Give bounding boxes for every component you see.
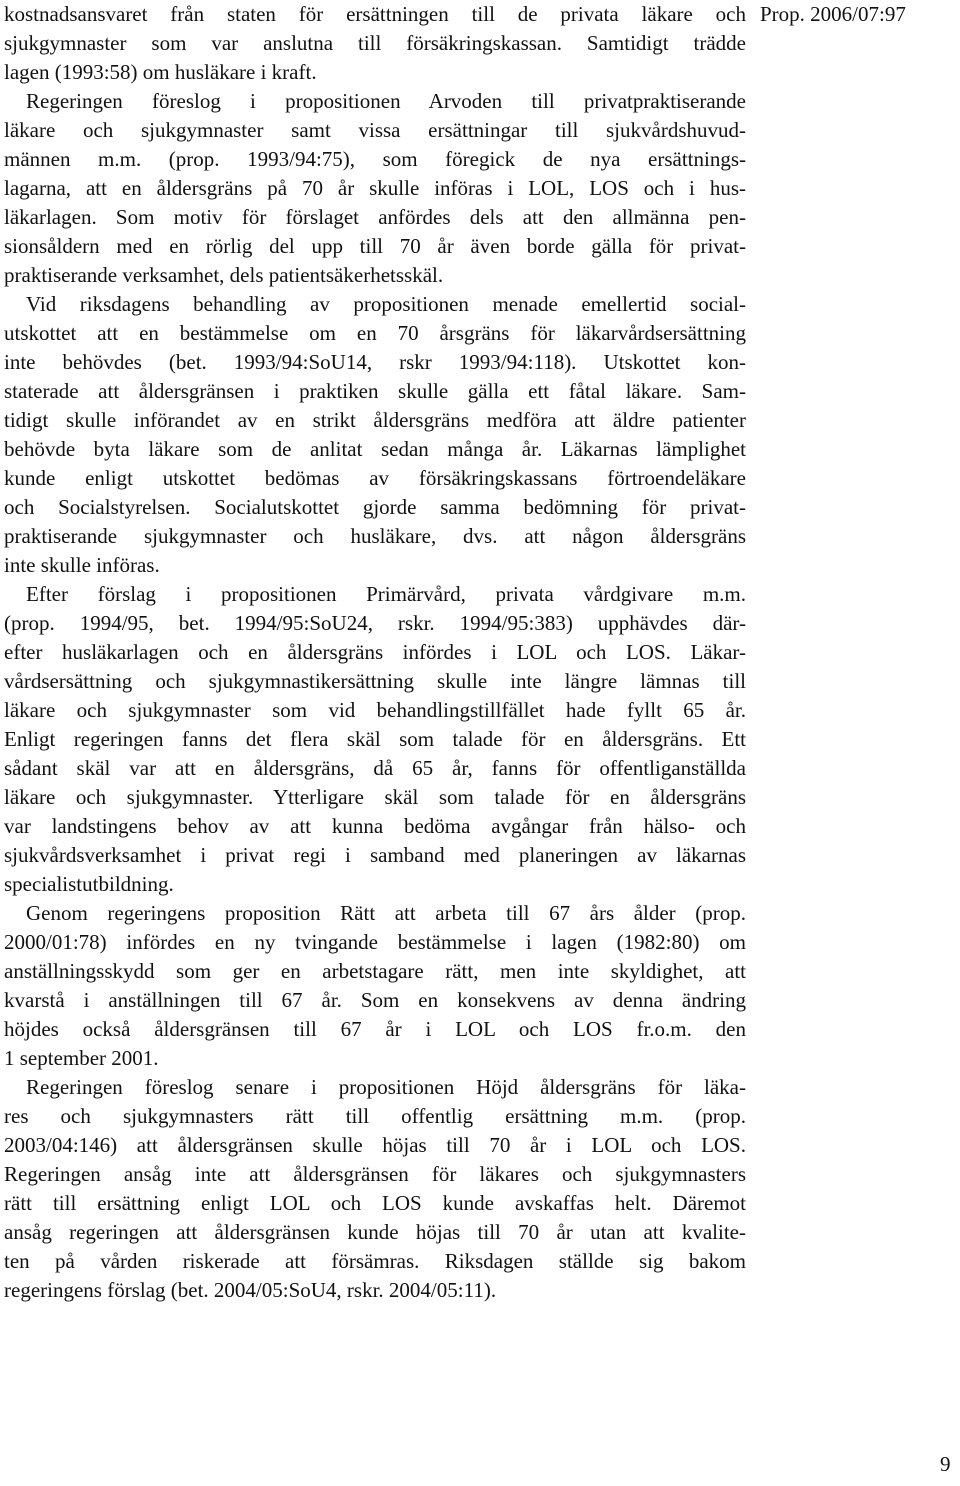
- text-line: praktiserande sjukgymnaster och husläkare, dvs. att någon åldersgräns: [4, 524, 746, 548]
- text-line: Genom regeringens proposition Rätt att arbeta till 67 års ålder (prop.: [26, 901, 746, 925]
- text-line: läkare och sjukgymnaster samt vissa ersättningar till sjukvårdshuvud-: [4, 118, 746, 142]
- text-line: sjukgymnaster som var anslutna till försäkringskassan. Samtidigt trädde: [4, 31, 746, 55]
- text-line: 2000/01:78) infördes en ny tvingande bestämmelse i lagen (1982:80) om: [4, 930, 746, 954]
- page-number: 9: [940, 1452, 951, 1476]
- text-line: utskottet att en bestämmelse om en 70 årsgräns för läkarvårdsersättning: [4, 321, 746, 345]
- text-line: männen m.m. (prop. 1993/94:75), som föregick de nya ersättnings-: [4, 147, 746, 171]
- text-line: lagen (1993:58) om husläkare i kraft.: [4, 60, 317, 84]
- text-line: läkare och sjukgymnaster som vid behandlingstillfället hade fyllt 65 år.: [4, 698, 746, 722]
- paragraph: [4, 290, 746, 580]
- paragraph: [4, 1073, 746, 1305]
- paragraph: [4, 899, 746, 1073]
- text-line: 2003/04:146) att åldersgränsen skulle höjas till 70 år i LOL och LOS.: [4, 1133, 746, 1157]
- text-line: (prop. 1994/95, bet. 1994/95:SoU24, rskr. 1994/95:383) upphävdes där-: [4, 611, 746, 635]
- text-line: sådant skäl var att en åldersgräns, då 65 år, fanns för offentliganställda: [4, 756, 746, 780]
- text-line: behövde byta läkare som de anlitat sedan många år. Läkarnas lämplighet: [4, 437, 746, 461]
- paragraph: [4, 0, 746, 87]
- text-line: staterade att åldersgränsen i praktiken skulle gälla ett fåtal läkare. Sam-: [4, 379, 746, 403]
- document-body: [4, 0, 746, 1305]
- text-line: kvarstå i anställningen till 67 år. Som en konsekvens av denna ändring: [4, 988, 746, 1012]
- text-line: Regeringen ansåg inte att åldersgränsen för läkares och sjukgymnasters: [4, 1162, 746, 1186]
- text-line: specialistutbildning.: [4, 872, 174, 896]
- text-line: ten på vården riskerade att försämras. Riksdagen ställde sig bakom: [4, 1249, 746, 1273]
- text-line: Efter förslag i propositionen Primärvård, privata vårdgivare m.m.: [26, 582, 746, 606]
- text-line: res och sjukgymnasters rätt till offentlig ersättning m.m. (prop.: [4, 1104, 746, 1128]
- paragraph: [4, 87, 746, 290]
- text-line: sionsåldern med en rörlig del upp till 70 år även borde gälla för privat-: [4, 234, 746, 258]
- text-line: höjdes också åldersgränsen till 67 år i LOL och LOS fr.o.m. den: [4, 1017, 746, 1041]
- text-line: efter husläkarlagen och en åldersgräns infördes i LOL och LOS. Läkar-: [4, 640, 746, 664]
- text-line: var landstingens behov av att kunna bedöma avgångar från hälso- och: [4, 814, 746, 838]
- text-line: läkarlagen. Som motiv för förslaget anfördes dels att den allmänna pen-: [4, 205, 746, 229]
- text-line: sjukvårdsverksamhet i privat regi i samband med planeringen av läkarnas: [4, 843, 746, 867]
- text-line: Vid riksdagens behandling av propositionen menade emellertid social-: [26, 292, 746, 316]
- text-line: lagarna, att en åldersgräns på 70 år skulle införas i LOL, LOS och i hus-: [4, 176, 746, 200]
- text-line: ansåg regeringen att åldersgränsen kunde höjas till 70 år utan att kvalite-: [4, 1220, 746, 1244]
- running-header-reference: Prop. 2006/07:97: [760, 2, 906, 26]
- text-line: rätt till ersättning enligt LOL och LOS kunde avskaffas helt. Däremot: [4, 1191, 746, 1215]
- text-line: tidigt skulle införandet av en strikt åldersgräns medföra att äldre patienter: [4, 408, 746, 432]
- text-line: läkare och sjukgymnaster. Ytterligare skäl som talade för en åldersgräns: [4, 785, 746, 809]
- text-line: inte behövdes (bet. 1993/94:SoU14, rskr 1993/94:118). Utskottet kon-: [4, 350, 746, 374]
- text-line: och Socialstyrelsen. Socialutskottet gjorde samma bedömning för privat-: [4, 495, 746, 519]
- text-line: kunde enligt utskottet bedömas av försäkringskassans förtroendeläkare: [4, 466, 746, 490]
- text-line: kostnadsansvaret från staten för ersättningen till de privata läkare och: [4, 2, 746, 26]
- paragraph: [4, 580, 746, 899]
- text-line: Enligt regeringen fanns det flera skäl som talade för en åldersgräns. Ett: [4, 727, 746, 751]
- text-line: praktiserande verksamhet, dels patientsäkerhetsskäl.: [4, 263, 444, 287]
- text-line: regeringens förslag (bet. 2004/05:SoU4, rskr. 2004/05:11).: [4, 1278, 497, 1302]
- text-line: anställningsskydd som ger en arbetstagare rätt, men inte skyldighet, att: [4, 959, 746, 983]
- text-line: 1 september 2001.: [4, 1046, 159, 1070]
- text-line: Regeringen föreslog i propositionen Arvoden till privatpraktiserande: [26, 89, 746, 113]
- text-line: inte skulle införas.: [4, 553, 160, 577]
- text-line: vårdsersättning och sjukgymnastikersättning skulle inte längre lämnas till: [4, 669, 746, 693]
- text-line: Regeringen föreslog senare i propositionen Höjd åldersgräns för läka-: [26, 1075, 746, 1099]
